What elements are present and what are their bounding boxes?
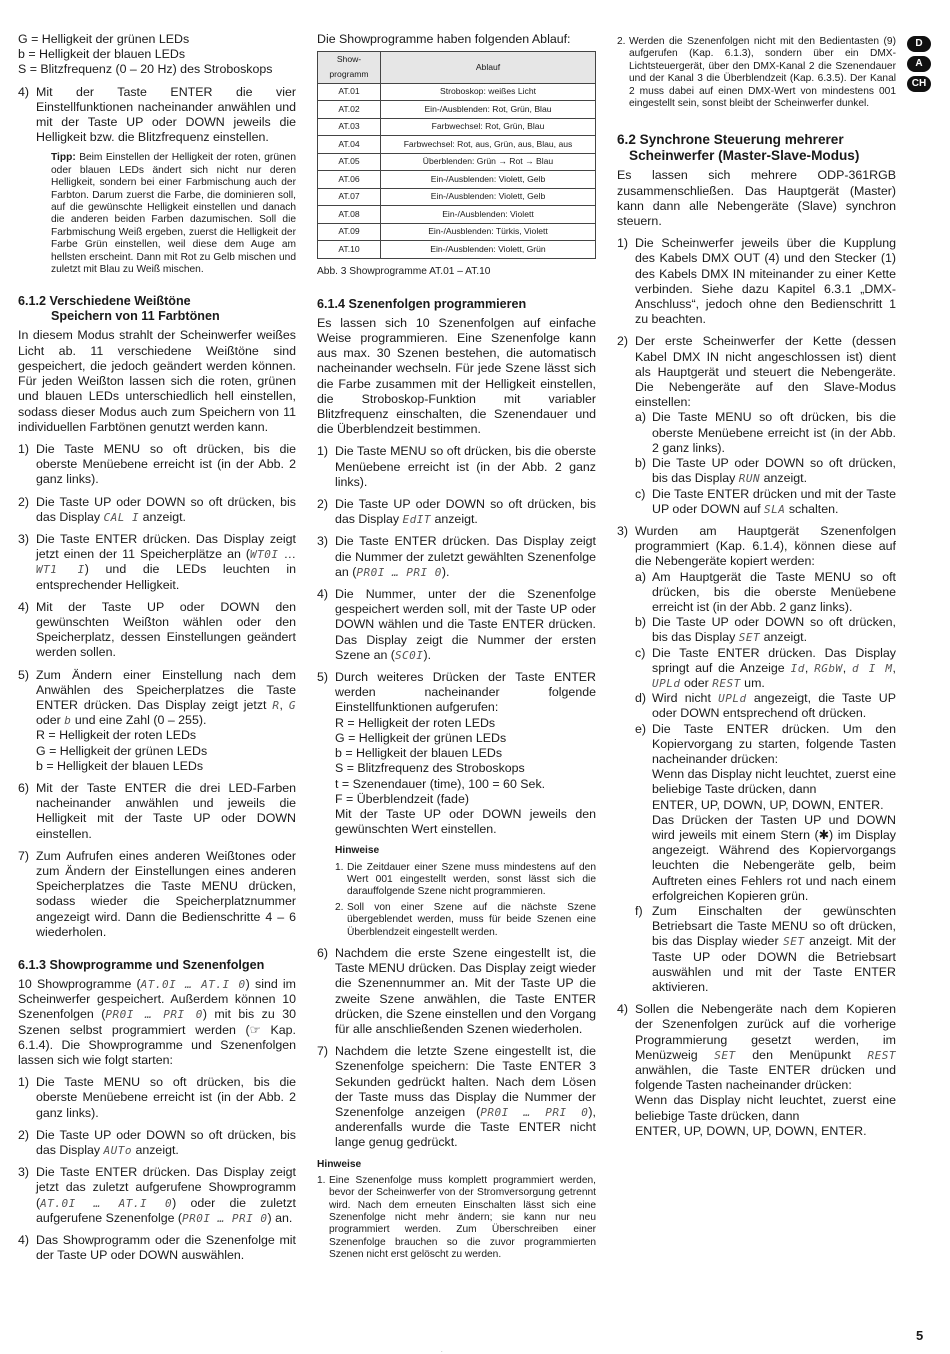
table-row: AT.07 Ein-/Ausblenden: Violett, Gelb — [318, 188, 596, 206]
list-item: 3) Die Taste ENTER drücken. Das Display zeigt die Nummer der zuletzt gewählten Szenenfolge an (PR0I … PRI 0). — [317, 534, 596, 579]
list-item: 1) Die Taste MENU so oft drücken, bis die oberste Menüebene erreicht ist (in der Abb. 2 ganz links). — [18, 441, 296, 487]
table-row: AT.03 Farbwechsel: Rot, Grün, Blau — [318, 118, 596, 136]
display-readout: PR0I … PRI 0 — [480, 1105, 589, 1119]
display-readout: PR0I … PRI 0 — [182, 1211, 268, 1225]
section-heading-6-2: 6.2 Synchrone Steuerung mehrerer Scheinwerfer (Master-Slave-Modus) — [617, 132, 860, 164]
list-item: 3) Die Taste ENTER drücken. Das Display zeigt jetzt das zuletzt aufgerufene Showprogramm (AT.0I … AT.I 0) oder die zuletzt aufgerufene Szenenfolge (PR0I … PRI 0) an. — [18, 1165, 296, 1225]
display-readout: UPLd — [652, 676, 681, 690]
figure-caption: Abb. 3 Showprogramme AT.01 – AT.10 — [317, 265, 491, 277]
list-item: 2) Der erste Scheinwerfer der Kette (dessen Kabel DMX IN nicht angeschlossen ist) dient als Hauptgerät und steuert die Nebengeräte. Die Nebengeräte auf den Slave-Modus einstellen: a) Die Taste MENU so oft drücken, bis die oberste Menüebene erreicht ist (in der Abb. 2 ganz links). b) Die Taste UP oder DOWN so oft drücken, bis das Display RUN anzeigt. c) Die Taste ENTER drücken und mit der Taste UP oder DOWN auf SLA schalten. — [617, 334, 896, 516]
tip-note: Tipp: Beim Einstellen der Helligkeit der roten, grünen oder blauen LEDs ändert sich nicht nur deren Helligkeit, sondern bei einer Farbmischung auch der Farbton. Darum zuerst die Farbe, die dominieren soll, auf die gewünschte Helligkeit einstellen und danach die anderen beiden Farben dazumischen. Soll die Farbmischung Weiß ergeben, zuerst die Helligkeit der Farbe Grün einstellen, weil diese dem Auge am hellsten erscheint. Dann mit Rot zu Gelb mischen und zuletzt mit Blau zu Weiß mischen. — [51, 152, 296, 276]
note-item: 2. Soll von einer Szene auf die nächste Szene übergeblendet werden, muss für beide Szenen eine Überblendzeit eingestellt werden. — [335, 901, 596, 938]
table-row: AT.10 Ein-/Ausblenden: Violett, Grün — [318, 241, 596, 259]
table-row: AT.09 Ein-/Ausblenden: Türkis, Violett — [318, 223, 596, 241]
display-readout: b — [64, 714, 72, 728]
language-badge: D — [907, 36, 931, 52]
pre-line: S = Blitzfrequenz (0 – 20 Hz) des Stroboskops — [18, 62, 273, 77]
column-1 — [18, 32, 296, 1263]
display-readout: UPLd — [718, 692, 747, 706]
list-item: 2) Die Taste UP oder DOWN so oft drücken, bis das Display EdIT anzeigt. — [317, 497, 596, 527]
display-readout: d I M — [852, 661, 893, 675]
paragraph: Es lassen sich 10 Szenenfolgen auf einfache Weise programmieren. Eine Szenenfolge kann aus max. 30 Szenen bestehen, die automatisch nacheinander wechseln. Für jede Szene lässt sich die Farbe zusammen mit der Helligkeit einstellen, die Stroboskop-Funktion mit variabler Blitzfrequenz einschalten, die Szenendauer und die Überblendzeit bestimmen. — [317, 315, 596, 437]
list-item: 7) Zum Aufrufen eines anderen Weißtones oder zum Ändern der Einstellungen eines anderen Speicherplatzes die Taste MENU drücken, sodass wieder die Speicherplatznummer angezeigt wird. Dann die Bedienschritte 4 – 6 wiederholen. — [18, 848, 296, 939]
note-item: 1. Die Zeitdauer einer Szene muss mindestens auf den Wert 001 eingestellt werden, sonst lässt sich die darauffolgende Szene nicht programmieren. — [335, 861, 596, 898]
display-readout: SET — [714, 1048, 736, 1062]
list-item: 4) Das Showprogramm oder die Szenenfolge mit der Taste UP oder DOWN auswählen. — [18, 1233, 296, 1263]
table-row: AT.01 Stroboskop: weißes Licht — [318, 83, 596, 101]
list-item: 4) Mit der Taste UP oder DOWN den gewünschten Weißton wählen oder den Speicherplatz, dessen Einstellungen geändert werden sollen. — [18, 599, 296, 660]
note-item: 2. Werden die Szenenfolgen nicht mit den Bedientasten (9) aufgerufen (Kap. 6.1.3), sondern über ein DMX-Lichtsteuergerät, über den DMX-Kanal 2 die Szenendauer und der Kanal 3 die Überblendzeit (Kap. 6.3.5). Der Kanal 2 muss dabei auf einen DMX-Wert von mindestens 001 eingestellt sein, sonst bleibt der Scheinwerfer dunkel. — [617, 36, 896, 110]
language-badge: A — [907, 56, 931, 72]
list-item: 4) Die Nummer, unter der die Szenenfolge gespeichert werden soll, mit der Taste UP oder DOWN wählen und die Taste ENTER drücken. Das Display zeigt die Nummer der ersten Szene an (SC0I). — [317, 587, 596, 662]
display-readout: SET — [738, 631, 761, 645]
paragraph: In diesem Modus strahlt der Scheinwerfer weißes Licht ab. 11 verschiedene Weißtöne sind gespeichert, die jedoch geändert werden können. Für jeden Weißton lassen sich die roten, grünen und blauen LEDs unterschiedlich hell einstellen, sodass dieser Modus auch zum Speichern von 11 individuellen Farbtönen genutzt werden kann. — [18, 328, 296, 434]
notes-block — [317, 1157, 596, 1262]
table-row: AT.05 Überblenden: Grün → Rot → Blau — [318, 153, 596, 171]
list-item: 3) Die Taste ENTER drücken. Das Display zeigt jetzt einen der 11 Speicherplätze an (WT0I … WT1 I) und die LEDs leuchten in entsprechender Helligkeit. — [18, 531, 296, 592]
page-number: 5 — [916, 1328, 924, 1343]
pre-line: G = Helligkeit der grünen LEDs — [18, 32, 190, 46]
display-readout: PR0I … PRI 0 — [105, 1008, 203, 1022]
table-row: AT.08 Ein-/Ausblenden: Violett — [318, 206, 596, 224]
column-3 — [617, 36, 896, 1139]
sub-item: d) Wird nicht UPLd angezeigt, die Taste UP oder DOWN entsprechend oft drücken. — [635, 691, 896, 721]
list-item: 6) Nachdem die erste Szene eingestellt ist, die Taste MENU drücken. Das Display zeigt wieder die Szenennummer an. Mit der Taste UP die zweite Szene anwählen, die Taste ENTER drücken, die Szene einstellen und den Vorgang für alle anschließenden Szenen wiederholen. — [317, 945, 596, 1036]
table-intro: Die Showprogramme haben folgenden Ablauf: — [317, 32, 571, 46]
showprogram-table — [317, 51, 596, 258]
sub-item: b) Die Taste UP oder DOWN so oft drücken, bis das Display SET anzeigt. — [635, 615, 896, 645]
list-item: 4) Mit der Taste ENTER die vier Einstellfunktionen nacheinander anwählen und mit der Taste UP oder DOWN jeweils die Helligkeit bzw. die Blitzfrequenz einstellen. — [18, 84, 296, 145]
list-item: 6) Mit der Taste ENTER die drei LED-Farben nacheinander anwählen und jeweils die Helligkeit mit der Taste UP oder DOWN einstellen. — [18, 780, 296, 841]
display-readout: AUTo — [103, 1144, 132, 1158]
display-readout: SET — [783, 935, 805, 949]
display-readout: AT.0I … AT.I 0 — [40, 1196, 173, 1210]
column-2 — [317, 32, 596, 1262]
table-header-row — [318, 52, 596, 83]
sub-item: f) Zum Einschalten der gewünschten Betriebsart die Taste MENU so oft drücken, bis das Display wieder SET anzeigt. Mit der Taste UP oder DOWN die Betriebsart auswählen und mit der Taste ENTER aktivieren. — [635, 903, 896, 994]
display-readout: Id — [790, 661, 805, 675]
display-readout: REST — [712, 676, 741, 690]
notes-title: Hinweise — [317, 1158, 362, 1170]
sub-item: e) Die Taste ENTER drücken. Um den Kopiervorgang zu starten, folgende Tasten nacheinander drücken: Wenn das Display nicht leuchtet, zuerst eine beliebige Taste drücken, dann ENTER, UP, DOWN, UP, DOWN, ENTER. Das Drücken der Tasten UP und DOWN wird jeweils mit einem Stern (✱) im Display angezeigt. Während des Kopiervorgangs leuchten die Nebengeräte gelb, beim Auftreten eines Fehlers rot und nach einem erfolgreichen Kopieren grün. — [635, 721, 896, 903]
list-item: 5) Durch weiteres Drücken der Taste ENTER werden nacheinander folgende Einstellfunktionen aufgerufen: R = Helligkeit der roten LEDs G = Helligkeit der grünen LEDs b = Helligkeit der blauen LEDs S = Blitzfrequenz des Stroboskops t = Szenendauer (time), 100 = 60 Sek. F = Überblendzeit (fade) Mit der Taste UP oder DOWN jeweils den gewünschten Wert einstellen. — [317, 670, 596, 837]
display-readout: SLA — [764, 502, 786, 516]
paragraph: Es lassen sich mehrere ODP-361RGB zusammenschließen. Das Hauptgerät (Master) kann dann alle Nebengeräte (Slave) synchron steuern. — [617, 168, 896, 229]
notes-title: Hinweise — [335, 845, 380, 857]
table-row: AT.02 Ein-/Ausblenden: Rot, Grün, Blau — [318, 101, 596, 119]
display-readout: WT0I — [250, 548, 279, 562]
section-heading-6-1-3: 6.1.3 Showprogramme und Szenenfolgen — [18, 958, 265, 972]
list-item: 2) Die Taste UP oder DOWN so oft drücken, bis das Display AUTo anzeigt. — [18, 1127, 296, 1158]
sub-item: b) Die Taste UP oder DOWN so oft drücken, bis das Display RUN anzeigt. — [635, 456, 896, 486]
display-readout: AT.0I … AT.I 0 — [140, 978, 246, 991]
display-readout: EdIT — [402, 513, 431, 527]
display-readout: RGbW — [814, 661, 843, 675]
list-item: 4) Sollen die Nebengeräte nach dem Kopieren der Szenenfolgen zurück auf die vorherige Programmierung gesetzt werden, im Menüzweig SET den Menüpunkt REST anwählen, die Taste ENTER drücken und folgende Tasten nacheinander drücken: Wenn das Display nicht leuchtet, zuerst eine beliebige Taste drücken, dann ENTER, UP, DOWN, UP, DOWN, ENTER. — [617, 1002, 896, 1138]
note-item: 1. Eine Szenenfolge muss komplett programmiert werden, bevor der Scheinwerfer von der Stromversorgung getrennt wird. Nach dem erneuten Einschalten lässt sich eine Szenenfolge nicht mehr ändern; sie kann nur neu programmiert werden. Zum Überschreiben einer Szenenfolge brauchen so die zuvor programmierten Szenen nicht erst gelöscht zu werden. — [317, 1174, 596, 1261]
display-readout: G — [288, 698, 296, 712]
display-readout: PR0I … PRI 0 — [356, 565, 442, 579]
table-row: AT.04 Farbwechsel: Rot, aus, Grün, aus, Blau, aus — [318, 136, 596, 154]
footer-mark: . — [441, 1348, 443, 1354]
display-readout: WT1 I — [36, 563, 85, 577]
list-item: 2) Die Taste UP oder DOWN so oft drücken, bis das Display CAL I anzeigt. — [18, 494, 296, 524]
notes-block — [317, 843, 596, 939]
display-readout: RUN — [738, 472, 761, 486]
sub-item: a) Am Hauptgerät die Taste MENU so oft drücken, bis die oberste Menüebene erreicht ist (in der Abb. 2 ganz links). — [635, 569, 896, 614]
list-item: 1) Die Taste MENU so oft drücken, bis die oberste Menüebene erreicht ist (in der Abb. 2 ganz links). — [18, 1075, 296, 1120]
paragraph: 10 Showprogramme (AT.0I … AT.I 0) sind im Scheinwerfer gespeichert. Außerdem können 10 Szenenfolgen (PR0I … PRI 0) mit bis zu 30 Szenen selbst programmiert werden (☞ Kap. 6.1.4). Die Showprogramme und Szenenfolgen lassen sich wie folgt starten: — [18, 977, 297, 1068]
table-row: AT.06 Ein-/Ausblenden: Violett, Gelb — [318, 171, 596, 189]
sub-item: a) Die Taste MENU so oft drücken, bis die oberste Menüebene erreicht ist (in der Abb. 2 ganz links). — [635, 410, 896, 455]
section-heading-6-1-2: 6.1.2 Verschiedene Weißtöne Speichern von 11 Farbtönen — [18, 294, 220, 324]
display-readout: CAL I — [103, 510, 140, 524]
list-item: 7) Nachdem die letzte Szene eingestellt ist, die Szenenfolge speichern: Die Taste ENTER 3 Sekunden gedrückt halten. Nach dem Lösen der Taste muss das Display die Nummer der Szenenfolge anzeigen (PR0I … PRI 0), anderenfalls wurde die Taste ENTER nicht lange genug gedrückt. — [317, 1044, 596, 1150]
list-item: 1) Die Taste MENU so oft drücken, bis die oberste Menüebene erreicht ist (in der Abb. 2 ganz links). — [317, 444, 596, 489]
list-item: 1) Die Scheinwerfer jeweils über die Kupplung des Kabels DMX OUT (4) und den Stecker (1) des Kabels DMX IN miteinander zu einer Kette verbinden. Siehe dazu Kapitel 6.3.1 „DMX-Anschluss“, jedoch ohne den Bedienschritt 1 zu beachten. — [617, 236, 896, 327]
language-flags — [907, 36, 933, 96]
list-item: 5) Zum Ändern einer Einstellung nach dem Anwählen des Speicherplatzes die Taste ENTER drücken. Das Display zeigt jetzt R, G oder b und eine Zahl (0 – 255). R = Helligkeit der roten LEDs G = Helligkeit der grünen LEDs b = Helligkeit der blauen LEDs — [18, 667, 296, 773]
display-readout: R — [272, 698, 280, 712]
section-heading-6-1-4: 6.1.4 Szenenfolgen programmieren — [317, 296, 527, 311]
display-readout: REST — [867, 1048, 896, 1062]
language-badge: CH — [907, 76, 931, 92]
table-header-cell: Ablauf — [381, 52, 596, 83]
display-readout: SC0I — [394, 648, 424, 662]
pre-line: b = Helligkeit der blauen LEDs — [18, 47, 186, 62]
sub-item: c) Die Taste ENTER drücken. Das Display springt auf die Anzeige Id, RGbW, d I M, UPLd oder REST um. — [635, 645, 896, 690]
sub-item: c) Die Taste ENTER drücken und mit der Taste UP oder DOWN auf SLA schalten. — [635, 486, 896, 516]
table-header-cell: Show-programm — [318, 52, 381, 83]
list-item: 3) Wurden am Hauptgerät Szenenfolgen programmiert (Kap. 6.1.4), können diese auf die Nebengeräte kopiert werden: a) Am Hauptgerät die Taste MENU so oft drücken, bis die oberste Menüebene erreicht ist (in der Abb. 2 ganz links). b) Die Taste UP oder DOWN so oft drücken, bis das Display SET anzeigt. c) Die Taste ENTER drücken. Das Display springt auf die Anzeige Id, RGbW, d I M, UPLd oder REST um. d) Wird nicht UPLd angezeigt, die Taste UP oder DOWN entsprechend oft drücken. e) Die Taste ENTER drücken. Um den Kopiervorgang zu starten, folgende Tasten nacheinander drücken: Wenn das Display nicht leuchtet, zuerst eine beliebige Taste drücken, dann ENTER, UP, DOWN, UP, DOWN, ENTER. Das Drücken der Tasten UP und DOWN wird jeweils mit einem Stern (✱) im Display angezeigt. Während des Kopiervorgangs leuchten die Nebengeräte gelb, beim Auftreten eines Fehlers rot und nach einem erfolgreichen Kopieren grün. f) Zum Einschalten der gewünschten Betriebsart die Taste MENU so oft drücken, bis das Display wieder SET anzeigt. Mit der Taste UP oder DOWN die Betriebsart auswählen und mit der Taste ENTER aktivieren. — [617, 523, 896, 994]
